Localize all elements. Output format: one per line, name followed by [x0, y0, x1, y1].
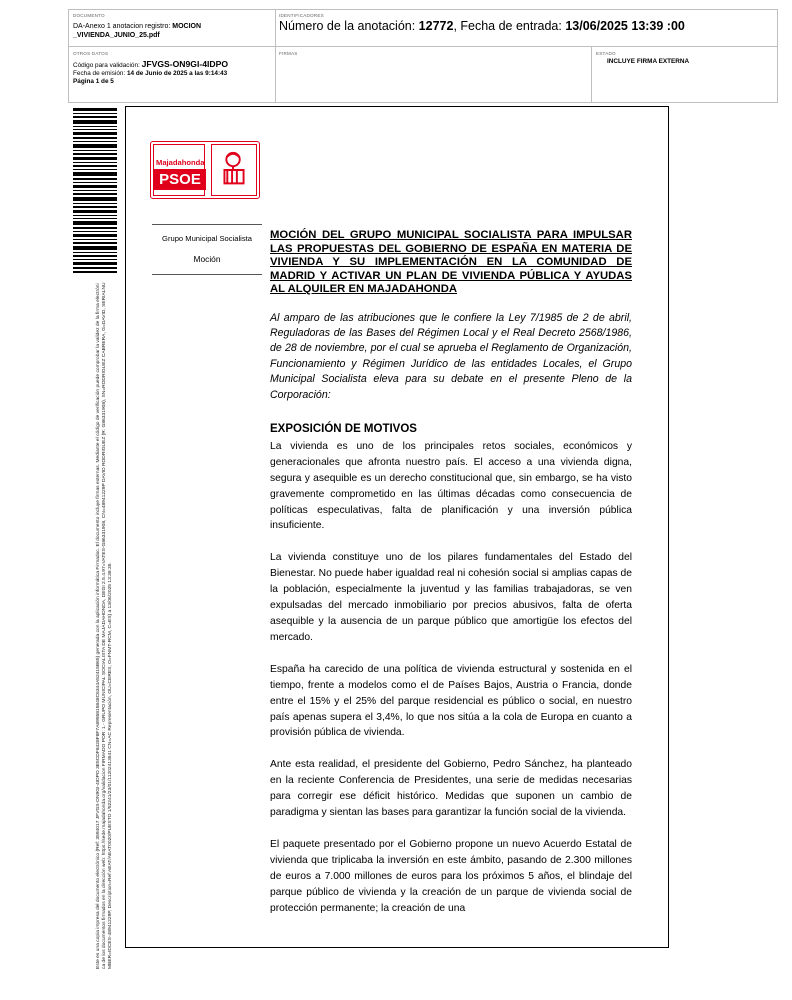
paragraph: La vivienda constituye uno de los pilares fundamentales del Estado del Bienestar. No puede haber igualdad real ni cohesión social si amplias capas de la población, especialmente la juventud y las familias trabajadoras, se ven expulsadas del mercado inmobiliario por precios abusivos, falta de oferta asequible y la ausencia de un parque público que amortigüe los efectos del mercado. [270, 552, 632, 643]
fecha-emision: Fecha de emisión: 14 de Junio de 2025 a las 9:14:43 [73, 70, 228, 77]
documento-value: DA-Anexo 1 anotacion registro: MOCION _VIVIENDA_JUNIO_25.pdf [73, 23, 202, 39]
estado-label: ESTADO [596, 51, 616, 56]
paragraph: El paquete presentado por el Gobierno propone un nuevo Acuerdo Estatal de vivienda que triplicaba la inversión en este ámbito, pasando de 2.300 millones de euros a 7.000 millones de euros para los próximos 5 años, el blindaje del parque público de vivienda y la creación de un parque de vivienda social de protección permanente; la creación de una [270, 838, 632, 914]
anotacion-number: 12772 [418, 19, 454, 33]
barcode-image [73, 108, 117, 273]
identificadores-label: IDENTIFICADORES [279, 13, 324, 18]
estado-value: INCLUYE FIRMA EXTERNA [607, 58, 690, 65]
section-title: EXPOSICIÓN DE MOTIVOS [270, 422, 417, 435]
otros-datos-cell [69, 47, 276, 102]
document-page [125, 106, 669, 948]
paragraph: Ante esta realidad, el presidente del Gobierno, Pedro Sánchez, ha planteado en la reciente Conferencia de Presidentes, una serie de medidas necesarias para corregir ese déficit histórico. Medidas que suponen un cambio de paradigma y sientan las bases para garantizar la función social de la vivienda. [270, 759, 632, 819]
verification-side-text: Este es una copia impresa del documento electrónico (Ref: 3594017 JFVGS-ON9GI-4IDPO 3E5CDF8428F8F7A8955815848C6344A52415B65) generada con la aplicación informática Firmadoc. El documento incluye firmas externas. Mediante el código de verificación puede comprobar la validez de la firma electrónica de los documentos firmados en la dirección web: https://sede.majadahonda.org/validacion FIRMADO POR: 1.- GRUPO MUNICIPAL SOCIALISTA DE MAJADAHONDA, DEGI 2.5.4.97=VATES-G86331908, CN=48941229P DAVID RODRIGUEZ (R: G86331908), SN=RODRIGUEZ CABRERA, G=DAVID, SERIALNUMBER=IDCES-48941229P, Description=Ref:AEAT/AEAT0020/PUESTO 1/52241/23/01/11202413541 CN=AC Representación, OU=CERES, O=FNMT-RCM, C=ES) a 13/06/2025 13:38:35. [96, 282, 114, 969]
firmas-cell [276, 47, 592, 102]
logo-party: PSOE [154, 169, 206, 190]
codigo-value: JFVGS-ON9GI-4IDPO [141, 59, 229, 69]
motion-content [270, 229, 632, 933]
rose-fist-icon [212, 145, 256, 195]
paragraph: La vivienda es uno de los principales retos sociales, económicos y generacionales que afronta nuestro país. El acceso a una vivienda digna, segura y asequible es un derecho constitucional que, sin embargo, se ha visto gravemente comprometido en las últimas décadas como consecuencia de políticas especulativas, falta de planificación y una inversión pública insuficiente. [270, 440, 632, 532]
otros-datos-label: OTROS DATOS [73, 51, 109, 56]
motion-intro: Al amparo de las atribuciones que le confiere la Ley 7/1985 de 2 de abril, Reguladoras de las Bases del Régimen Local y el Real Decreto 2568/1986, de 28 de noviembre, por el cual se aprueba el Reglamento de Organización, Funcionamiento y Régimen Jurídico de las entidades Locales, el Grupo Municipal Socialista eleva para su debate en el presente Pleno de la Corporación: [270, 311, 632, 401]
motion-title: MOCIÓN DEL GRUPO MUNICIPAL SOCIALISTA PARA IMPULSAR LAS PROPUESTAS DEL GOBIERNO DE ESPAÑA EN MATERIA DE VIVIENDA Y SU IMPLEMENTACIÓN EN LA COMUNIDAD DE MADRID Y ACTIVAR UN PLAN DE VIVIENDA PÚBLICA Y AYUDAS AL ALQUILER EN MAJADAHONDA [270, 229, 632, 295]
identificadores-cell [276, 10, 777, 47]
sidebar-doc-type: Moción [193, 254, 221, 264]
paragraph: España ha carecido de una política de vivienda estructural y sostenida en el tiempo, frente a modelos como el de Países Bajos, Austria o Francia, donde entre el 15% y el 25% del parque residencial es público o social, en nuestro país apenas supera el 3,4%, lo que nos sitúa a la cola de Europa en cuanto a provisión pública de vivienda. [270, 663, 632, 739]
sidebar-group-name: Grupo Municipal Socialista [162, 234, 252, 243]
logo-town: Majadahonda [156, 158, 205, 167]
firmas-label: FIRMAS [279, 51, 298, 56]
documento-label: DOCUMENTO [73, 13, 105, 18]
document-header [68, 9, 778, 103]
anotacion-line: Número de la anotación: 12772, Fecha de entrada: 13/06/2025 13:39 :00 [279, 19, 685, 33]
psoe-logo [150, 141, 260, 199]
documento-cell [69, 10, 276, 47]
pagina-indicator: Página 1 de 5 [73, 78, 114, 85]
codigo-validacion: Código para validación: JFVGS-ON9GI-4IDPO [73, 59, 229, 69]
motion-sidebar [152, 224, 262, 275]
estado-cell [592, 47, 777, 102]
documento-filename: MOCION _VIVIENDA_JUNIO_25.pdf [73, 23, 202, 39]
fecha-entrada: 13/06/2025 13:39 :00 [565, 19, 685, 33]
